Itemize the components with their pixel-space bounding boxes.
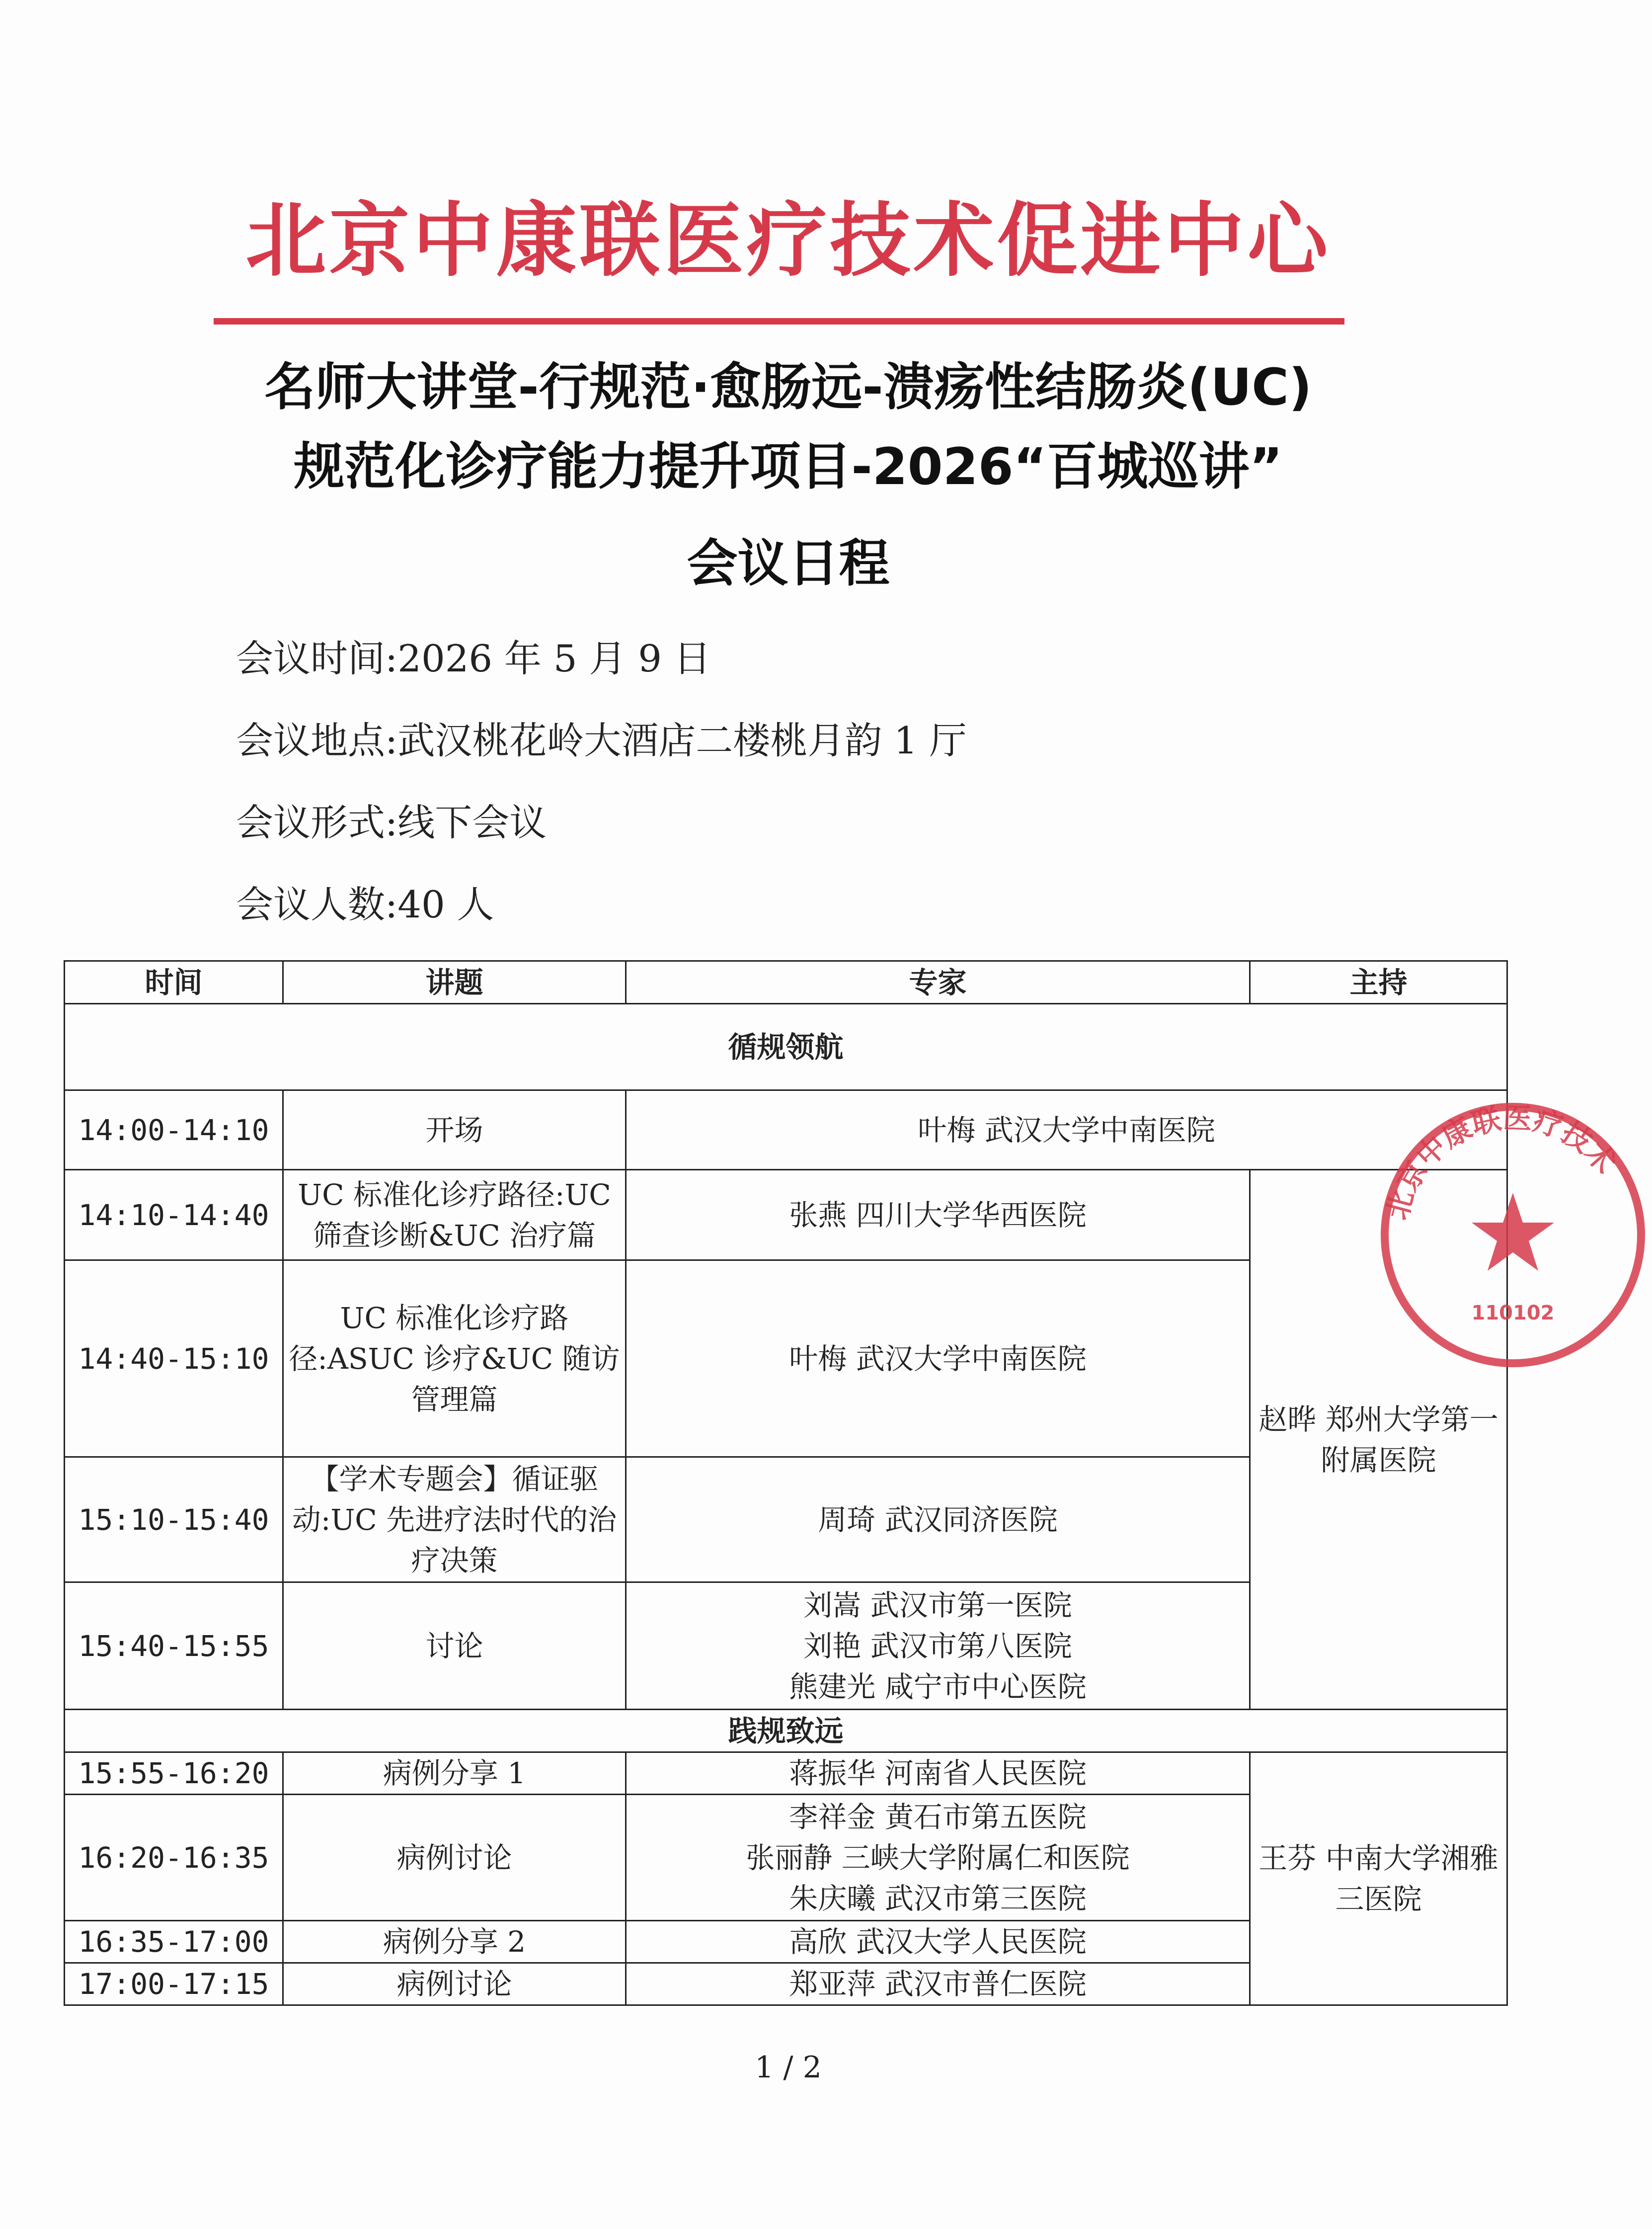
- header-topic: 讲题: [283, 961, 626, 1004]
- meeting-attendees: 会议人数:40 人: [236, 883, 494, 926]
- row-topic: 开场: [283, 1090, 626, 1170]
- table-row: [65, 1090, 1507, 1170]
- section-row: [65, 1710, 1507, 1752]
- row-topic: 病例讨论: [283, 1795, 626, 1921]
- row-expert: 叶梅 武汉大学中南医院: [626, 1090, 1507, 1170]
- section-title: 循规领航: [65, 1004, 1507, 1090]
- document-title-line2: 规范化诊疗能力提升项目-2026“百城巡讲”: [294, 437, 1283, 496]
- expert-line: 张丽静 三峡大学附属仁和医院: [746, 1840, 1130, 1875]
- table-row: [65, 1752, 1507, 1795]
- row-expert: 蒋振华 河南省人民医院: [626, 1752, 1250, 1795]
- row-time: 14:40-15:10: [65, 1260, 283, 1457]
- row-expert: 郑亚萍 武汉市普仁医院: [626, 1963, 1250, 2005]
- row-time: 15:40-15:55: [65, 1582, 283, 1710]
- meeting-time: 会议时间:2026 年 5 月 9 日: [236, 637, 711, 680]
- row-time: 15:55-16:20: [65, 1752, 283, 1795]
- svg-text:110102: 110102: [1471, 1302, 1555, 1324]
- expert-line: 刘艳 武汉市第八医院: [803, 1629, 1072, 1663]
- table-row: [65, 1170, 1507, 1260]
- header-divider: [214, 318, 1344, 325]
- meeting-format: 会议形式:线下会议: [236, 801, 547, 844]
- row-topic: 讨论: [283, 1582, 626, 1710]
- expert-line: 李祥金 黄石市第五医院: [789, 1800, 1087, 1834]
- expert-line: 朱庆曦 武汉市第三医院: [789, 1881, 1087, 1915]
- row-time: 16:35-17:00: [65, 1921, 283, 1963]
- row-expert: 高欣 武汉大学人民医院: [626, 1921, 1250, 1963]
- row-experts: [626, 1795, 1250, 1921]
- header-time: 时间: [65, 961, 283, 1004]
- row-topic: 【学术专题会】循证驱动:UC 先进疗法时代的治疗决策: [283, 1457, 626, 1582]
- document-title-line3: 会议日程: [687, 534, 890, 593]
- meeting-location: 会议地点:武汉桃花岭大酒店二楼桃月韵 1 厅: [236, 719, 967, 762]
- section-title: 践规致远: [65, 1710, 1507, 1752]
- row-topic: 病例讨论: [283, 1963, 626, 2005]
- schedule-table: [64, 960, 1508, 2006]
- row-time: 17:00-17:15: [65, 1963, 283, 2005]
- row-time: 16:20-16:35: [65, 1795, 283, 1921]
- expert-line: 刘嵩 武汉市第一医院: [803, 1588, 1072, 1622]
- expert-line: 熊建光 咸宁市中心医院: [789, 1669, 1087, 1704]
- section-row: [65, 1004, 1507, 1090]
- header-host: 主持: [1250, 961, 1507, 1004]
- row-topic: UC 标准化诊疗路径:ASUC 诊疗&UC 随访管理篇: [283, 1260, 626, 1457]
- host-cell: 赵晔 郑州大学第一附属医院: [1250, 1170, 1507, 1710]
- row-expert: 周琦 武汉同济医院: [626, 1457, 1250, 1582]
- official-seal-stamp: [1374, 1096, 1652, 1374]
- svg-text:北京中康联医疗技术: 北京中康联医疗技术: [1380, 1101, 1623, 1224]
- row-time: 14:10-14:40: [65, 1170, 283, 1260]
- document-title-line1: 名师大讲堂-行规范·愈肠远-溃疡性结肠炎(UC): [264, 358, 1312, 417]
- row-time: 15:10-15:40: [65, 1457, 283, 1582]
- row-expert: 叶梅 武汉大学中南医院: [626, 1260, 1250, 1457]
- table-header-row: [65, 961, 1507, 1004]
- row-time: 14:00-14:10: [65, 1090, 283, 1170]
- row-topic: 病例分享 1: [283, 1752, 626, 1795]
- row-topic: 病例分享 2: [283, 1921, 626, 1963]
- row-topic: UC 标准化诊疗路径:UC 筛查诊断&UC 治疗篇: [283, 1170, 626, 1260]
- header-expert: 专家: [626, 961, 1250, 1004]
- organization-name: 北京中康联医疗技术促进中心: [245, 194, 1331, 288]
- row-expert: 张燕 四川大学华西医院: [626, 1170, 1250, 1260]
- host-cell: 王芬 中南大学湘雅三医院: [1250, 1752, 1507, 2005]
- row-experts: [626, 1582, 1250, 1710]
- page-number: 1 / 2: [755, 2050, 822, 2085]
